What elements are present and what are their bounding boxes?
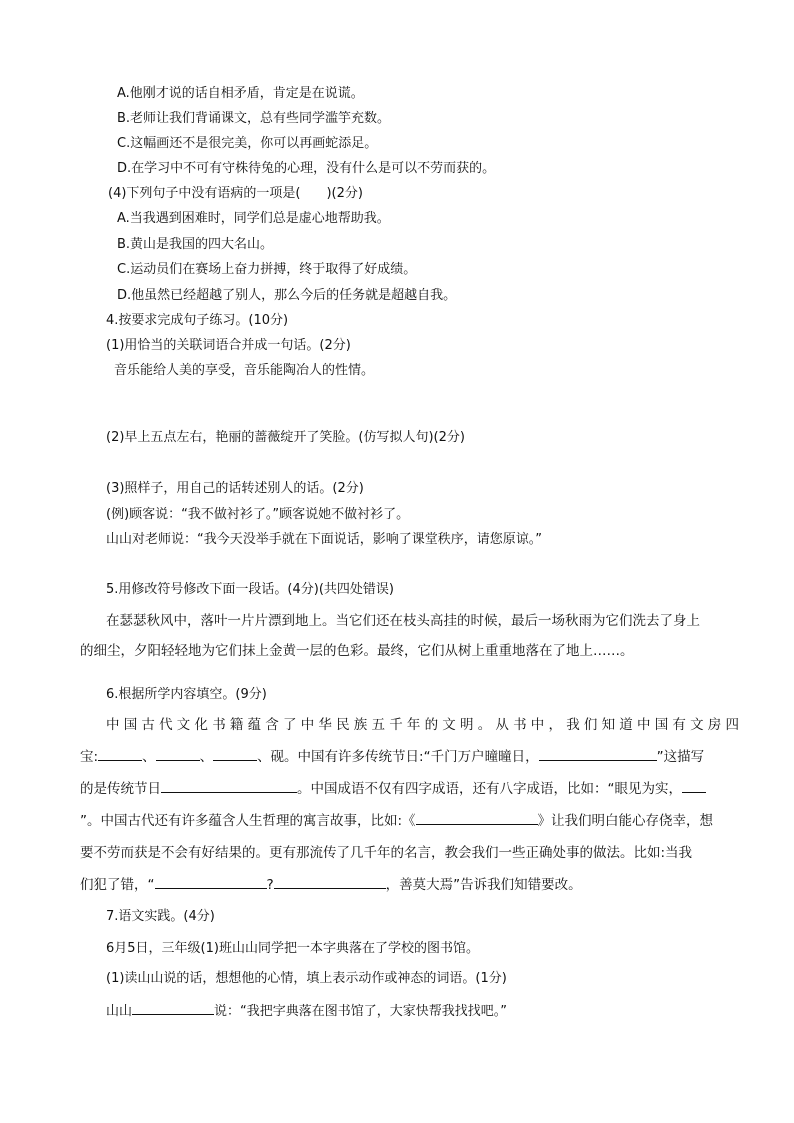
q4-title: 4.按要求完成句子练习。(10分) [106,313,289,328]
q7-sub1-sentence: 山山 说：“我把字典落在图书馆了，大家快帮我找找吧。” [106,1004,507,1019]
blank-stationery-2[interactable] [156,748,200,761]
q6-line2: 宝: 、 、 、砚。中国有许多传统节日:“千门万户曈曈日， ”这描写 [80,749,705,765]
q4-sub3: (3)照样子，用自己的话转述别人的话。(2分) [106,481,364,496]
q3-option-b: B.老师让我们背诵课文，总有些同学滥竽充数。 [117,111,391,126]
q6-line4: ”。中国古代还有许多蕴含人生哲理的寓言故事，比如:《 》让我们明白能心存侥幸，想 [80,813,714,829]
blank-expression[interactable] [132,1002,214,1015]
q6-line1: 中国古代文化书籍蕴含了中华民族五千年的文明。从书中，我们知道中国有文房四 [106,717,744,733]
q3-option-c: C.这幅画还不是很完美，你可以再画蛇添足。 [117,136,378,151]
q4-sub1: (1)用恰当的关联词语合并成一句话。(2分) [106,338,351,353]
blank-stationery-3[interactable] [213,748,257,761]
q6-title: 6.根据所学内容填空。(9分) [106,687,267,702]
q7-intro: 6月5日，三年级(1)班山山同学把一本字典落在了学校的图书馆。 [106,941,479,956]
q3-4-option-c: C.运动员们在赛场上奋力拼搏，终于取得了好成绩。 [117,262,417,277]
blank-stationery-1[interactable] [98,748,142,761]
q3-option-a: A.他刚才说的话自相矛盾，肯定是在说谎。 [117,86,364,101]
q3-4-stem: (4)下列句子中没有语病的一项是( )(2分) [108,186,363,201]
q7-title: 7.语文实践。(4分) [106,909,215,924]
q3-4-option-b: B.黄山是我国的四大名山。 [117,237,274,252]
q7-sub1: (1)读山山说的话，想想他的心情，填上表示动作或神态的词语。(1分) [106,971,507,986]
q5-paragraph-line1: 在瑟瑟秋风中，落叶一片片漂到地上。当它们还在枝头高挂的时候，最后一场秋雨为它们洗去了身上 [106,613,700,629]
blank-idiom[interactable] [682,780,706,793]
q3-4-option-d: D.他虽然已经超越了别人，那么今后的任务就是超越自我。 [117,288,457,303]
q6-line3: 的是传统节日 。中国成语不仅有四字成语，还有八字成语，比如：“眼见为实， [80,780,706,798]
q4-sub3-sentence: 山山对老师说：“我今天没举手就在下面说话，影响了课堂秩序，请您原谅。” [106,532,542,547]
blank-saying-2[interactable] [274,876,386,889]
q5-title: 5.用修改符号修改下面一段话。(4分)(共四处错误) [106,582,394,597]
q4-example: (例)顾客说：“我不做衬衫了。”顾客说她不做衬衫了。 [106,507,410,522]
blank-festival[interactable] [161,780,297,793]
q4-sub2: (2)早上五点左右，艳丽的蔷薇绽开了笑脸。(仿写拟人句)(2分) [106,430,465,445]
q5-paragraph-line2: 的细尘，夕阳轻轻地为它们抹上金黄一层的色彩。最终，它们从树上重重地落在了地上……。 [80,643,634,659]
blank-poem-line[interactable] [539,748,657,761]
blank-fable[interactable] [416,812,538,825]
q4-sub1-sentence: 音乐能给人美的享受，音乐能陶冶人的性情。 [114,363,375,378]
q3-4-option-a: A.当我遇到困难时，同学们总是虚心地帮助我。 [117,211,390,226]
blank-saying-1[interactable] [155,876,267,889]
q6-line6: 们犯了错，“ ? ，善莫大焉”告诉我们知错要改。 [80,877,582,893]
q3-option-d: D.在学习中不可有守株待兔的心理，没有什么是可以不劳而获的。 [117,161,496,176]
q6-line5: 要不劳而获是不会有好结果的。更有那流传了几千年的名言，教会我们一些正确处事的做法。比如:当我 [80,845,693,861]
